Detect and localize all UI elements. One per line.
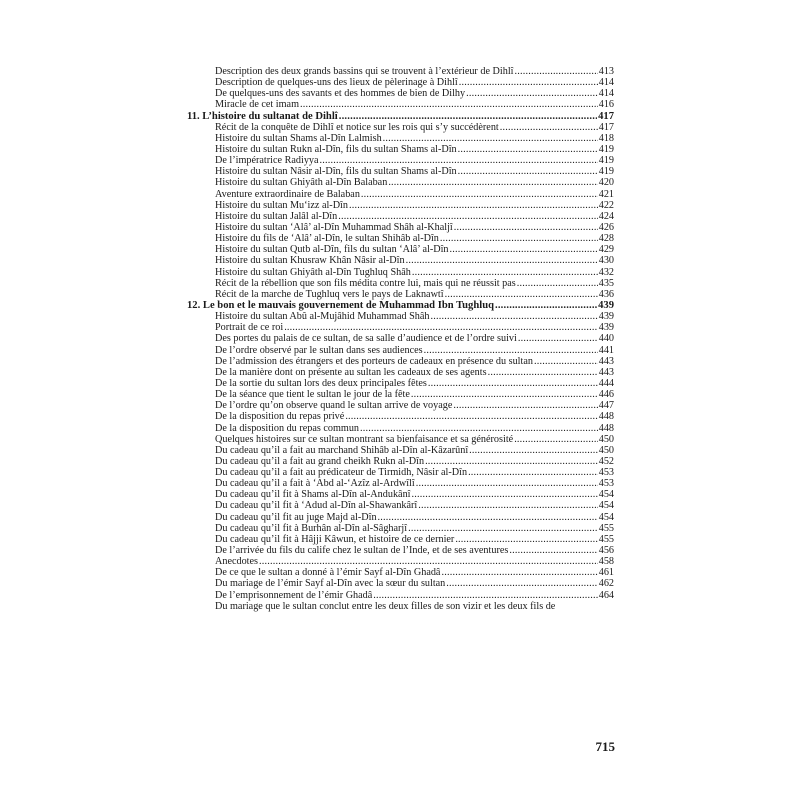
toc-entry-title: De la disposition du repas commun	[215, 422, 360, 434]
dot-leader	[466, 88, 598, 99]
toc-entry-title: Du cadeau qu’il a fait au prédicateur de Tirmidh, Nâsir al-Dîn	[215, 467, 468, 479]
dot-leader	[388, 177, 597, 188]
toc-entry-title: Du cadeau qu’il a fait au grand cheikh Rukn al-Dîn	[215, 455, 425, 467]
toc-entry-page: 426	[598, 221, 614, 233]
dot-leader	[428, 378, 598, 389]
toc-entry-title: Histoire du sultan ‘Alâ’ al-Dîn Muhammad Shâh al-Khaljî	[215, 221, 453, 233]
toc-entry-title: Anecdotes	[215, 556, 258, 568]
dot-leader	[459, 77, 598, 88]
dot-leader	[416, 478, 598, 489]
toc-entry-title: Histoire du sultan Ghiyâth al-Dîn Balaban	[215, 177, 388, 189]
toc-entry-page: 436	[598, 288, 614, 300]
toc-entry-title: Du cadeau qu’il fit à Shams al-Dîn al-Andukânî	[215, 489, 411, 501]
toc-entry-page: 461	[598, 567, 614, 579]
toc-entry-title: Description des deux grands bassins qui se trouvent à l’extérieur de Dihlî	[215, 66, 514, 77]
toc-entry	[187, 356, 614, 367]
toc-entry-page: 430	[598, 255, 614, 267]
toc-entry	[187, 88, 614, 99]
toc-entry-title: Aventure extraordinaire de Balaban	[215, 188, 360, 200]
toc-entry	[187, 578, 614, 589]
dot-leader	[406, 255, 598, 266]
dot-leader	[412, 489, 598, 500]
toc-entry-page: 443	[598, 355, 614, 367]
toc-entry-page: 439	[598, 299, 614, 311]
toc-entry-title: Miracle de cet imam	[215, 99, 300, 111]
toc-entry-page: 416	[598, 99, 614, 111]
dot-leader	[488, 367, 598, 378]
toc-entry-title: Du cadeau qu’il fit à ‘Adud al-Dîn al-Shawankârî	[215, 500, 418, 512]
toc-entry-title: Du cadeau qu’il a fait à ‘Abd al-‘Azîz al-Ardwîlî	[215, 478, 415, 490]
toc-entry	[187, 434, 614, 445]
dot-leader	[345, 411, 597, 422]
toc-entry	[187, 500, 614, 511]
dot-leader	[514, 434, 598, 445]
toc-entry	[187, 333, 614, 344]
toc-entry-page: 456	[598, 545, 614, 557]
toc-entry-page: 435	[598, 277, 614, 289]
toc-entry	[187, 512, 614, 523]
toc-entry-title: De la sortie du sultan lors des deux principales fêtes	[215, 377, 427, 389]
toc-entry-page: 446	[598, 389, 614, 401]
dot-leader	[440, 233, 598, 244]
toc-entry	[187, 200, 614, 211]
dot-leader	[284, 322, 598, 333]
toc-entry-title: De quelques-uns des savants et des hommes de bien de Dilhy	[215, 88, 466, 100]
dot-leader	[495, 300, 597, 311]
toc-entry	[187, 144, 614, 155]
toc-entry-page: 458	[598, 556, 614, 568]
dot-leader	[259, 556, 598, 567]
toc-entry-title: Histoire du sultan Rukn al-Dîn, fils du sultan Shams al-Dîn	[215, 143, 457, 155]
toc-entry-page: 453	[598, 478, 614, 490]
toc-entry	[187, 601, 614, 612]
toc-entry	[187, 66, 614, 77]
toc-entry	[187, 445, 614, 456]
toc-entry-page: 414	[598, 77, 614, 89]
toc-entry-title: Du mariage de l’émir Sayf al-Dîn avec la sœur du sultan	[215, 578, 446, 590]
toc-entry-page: 452	[598, 455, 614, 467]
toc-entry-title: Histoire du sultan Nâsir al-Dîn, fils du sultan Shams al-Dîn	[215, 166, 457, 178]
toc-entry-page: 418	[598, 132, 614, 144]
toc-entry-title: 12. Le bon et le mauvais gouvernement de Muhammad Ibn Tughluq	[187, 299, 494, 311]
toc-entry	[187, 478, 614, 489]
dot-leader	[300, 99, 598, 110]
dot-leader	[424, 345, 598, 356]
dot-leader	[418, 500, 597, 511]
toc-entry-title: Histoire du sultan Khusraw Khân Nâsir al-Dîn	[215, 255, 405, 267]
toc-entry	[187, 166, 614, 177]
toc-entry	[187, 456, 614, 467]
toc-entry	[187, 378, 614, 389]
toc-entry	[187, 133, 614, 144]
toc-entry	[187, 534, 614, 545]
toc-entry-title: De l’impératrice Radiyya	[215, 155, 319, 167]
toc-entry-page: 420	[598, 177, 614, 189]
dot-leader	[441, 567, 597, 578]
dot-leader	[378, 512, 598, 523]
toc-entry	[187, 77, 614, 88]
dot-leader	[468, 467, 598, 478]
dot-leader	[360, 423, 598, 434]
toc-entry-page: 419	[598, 143, 614, 155]
toc-entry	[187, 255, 614, 266]
toc-entry-page: 439	[598, 311, 614, 323]
toc-entry-title: Histoire du sultan Mu‘izz al-Dîn	[215, 199, 348, 211]
toc-entry-page: 419	[598, 166, 614, 178]
toc-entry-title: Quelques histoires sur ce sultan montrant sa bienfaisance et sa générosité	[215, 433, 514, 445]
toc-entry-title: De l’arrivée du fils du calife chez le sultan de l’Inde, et de ses aventures	[215, 545, 509, 557]
toc-entry-page: 424	[598, 210, 614, 222]
page-number: 715	[595, 739, 615, 754]
toc-entry-page: 455	[598, 522, 614, 534]
dot-leader	[361, 189, 598, 200]
toc-entry-title: Du cadeau qu’il fit à Burhân al-Dîn al-Sâgharjî	[215, 522, 408, 534]
toc-entry	[187, 222, 614, 233]
toc-entry-title: Des portes du palais de ce sultan, de sa salle d’audience et de l’ordre suivi	[215, 333, 517, 345]
dot-leader	[469, 445, 598, 456]
toc-entry	[187, 489, 614, 500]
dot-leader	[455, 534, 597, 545]
dot-leader	[320, 155, 598, 166]
toc-entry	[187, 545, 614, 556]
dot-leader	[518, 333, 598, 344]
dot-leader	[373, 590, 597, 601]
toc-entry	[187, 311, 614, 322]
toc-entry	[187, 155, 614, 166]
table-of-contents	[187, 66, 614, 612]
toc-entry	[187, 211, 614, 222]
toc-entry-page: 448	[598, 411, 614, 423]
dot-leader	[412, 267, 598, 278]
toc-entry-title: Portrait de ce roi	[215, 322, 284, 334]
dot-leader	[453, 400, 597, 411]
toc-entry-page: 462	[598, 578, 614, 590]
dot-leader	[517, 278, 598, 289]
dot-leader	[458, 166, 598, 177]
toc-entry	[187, 289, 614, 300]
toc-entry-page: 450	[598, 433, 614, 445]
toc-entry	[187, 367, 614, 378]
toc-entry-title: Histoire du sultan Ghiyâth al-Dîn Tughluq Shâh	[215, 266, 411, 278]
toc-entry-page: 464	[598, 589, 614, 601]
toc-entry	[187, 122, 614, 133]
toc-entry-page: 441	[598, 344, 614, 356]
toc-entry-title: Histoire du sultan Shams al-Dîn Lalmish	[215, 132, 382, 144]
toc-entry-page: 448	[598, 422, 614, 434]
toc-entry	[187, 278, 614, 289]
toc-entry-title: De la disposition du repas privé	[215, 411, 345, 423]
dot-leader	[383, 133, 598, 144]
toc-entry-page: 439	[598, 322, 614, 334]
dot-leader	[454, 222, 598, 233]
toc-entry	[187, 556, 614, 567]
toc-entry-title: Histoire du sultan Qutb al-Dîn, fils du sultan ‘Alâ’ al-Dîn	[215, 244, 449, 256]
toc-entry-page: 429	[598, 244, 614, 256]
toc-entry	[187, 99, 614, 110]
toc-entry-page: 419	[598, 155, 614, 167]
toc-entry-page: 440	[598, 333, 614, 345]
toc-entry-page: 455	[598, 533, 614, 545]
dot-leader	[445, 289, 598, 300]
toc-entry-title: Histoire du fils de ‘Alâ’ al-Dîn, le sultan Shihâb al-Dîn	[215, 233, 439, 245]
toc-entry-title: De l’ordre qu’on observe quand le sultan arrive de voyage	[215, 400, 453, 412]
toc-entry-page: 428	[598, 233, 614, 245]
toc-entry	[187, 411, 614, 422]
toc-entry-title: Du cadeau qu’il fit au juge Majd al-Dîn	[215, 511, 377, 523]
toc-entry-title: Histoire du sultan Jalâl al-Dîn	[215, 210, 338, 222]
toc-entry	[187, 523, 614, 534]
dot-leader	[339, 111, 597, 122]
toc-entry-page: 413	[598, 66, 614, 77]
dot-leader	[514, 66, 597, 77]
toc-entry	[187, 467, 614, 478]
toc-entry	[187, 189, 614, 200]
toc-entry	[187, 244, 614, 255]
toc-entry	[187, 567, 614, 578]
toc-entry-title: De l’admission des étrangers et des porteurs de cadeaux en présence du sultan	[215, 355, 533, 367]
toc-entry-page: 432	[598, 266, 614, 278]
dot-leader	[408, 523, 598, 534]
toc-entry-title: Récit de la conquête de Dihlî et notice sur les rois qui s’y succédèrent	[215, 121, 499, 133]
toc-entry-title: Du cadeau qu’il a fait au marchand Shihâb al-Dîn al-Kâzarûnî	[215, 444, 469, 456]
toc-entry-page: 443	[598, 366, 614, 378]
dot-leader	[430, 311, 597, 322]
dot-leader	[349, 200, 598, 211]
dot-leader	[425, 456, 598, 467]
toc-entry-page: 417	[598, 121, 614, 133]
dot-leader	[411, 389, 598, 400]
toc-entry-title: De l’ordre observé par le sultan dans ses audiences	[215, 344, 423, 356]
toc-entry	[187, 177, 614, 188]
toc-entry	[187, 590, 614, 601]
toc-entry	[187, 423, 614, 434]
toc-entry-title: De ce que le sultan a donné à l’émir Sayf al-Dîn Ghadâ	[215, 567, 441, 579]
toc-chapter-entry	[187, 300, 614, 311]
toc-entry-page: 414	[598, 88, 614, 100]
toc-entry-title: Du cadeau qu’il fit à Hâjji Kâwun, et histoire de ce dernier	[215, 533, 455, 545]
toc-entry-page: 417	[598, 110, 614, 122]
toc-entry	[187, 400, 614, 411]
toc-entry-title: Du mariage que le sultan conclut entre les deux filles de son vizir et les deux fils de	[215, 600, 556, 612]
toc-entry-title: De la séance que tient le sultan le jour de la fête	[215, 389, 410, 401]
toc-entry	[187, 389, 614, 400]
toc-entry-page: 422	[598, 199, 614, 211]
toc-entry	[187, 345, 614, 356]
toc-entry-title: De la manière dont on présente au sultan les cadeaux de ses agents	[215, 366, 487, 378]
toc-entry-page: 421	[598, 188, 614, 200]
dot-leader	[338, 211, 597, 222]
toc-entry-page: 454	[598, 500, 614, 512]
toc-entry-page: 454	[598, 489, 614, 501]
toc-entry-page: 454	[598, 511, 614, 523]
dot-leader	[446, 578, 597, 589]
dot-leader	[534, 356, 598, 367]
toc-entry-page: 447	[598, 400, 614, 412]
toc-chapter-entry	[187, 111, 614, 122]
toc-entry-page: 453	[598, 467, 614, 479]
toc-entry-title: Histoire du sultan Abû al-Mujâhid Muhammad Shâh	[215, 311, 430, 323]
dot-leader	[458, 144, 598, 155]
toc-entry	[187, 267, 614, 278]
toc-entry	[187, 322, 614, 333]
toc-entry	[187, 233, 614, 244]
toc-entry-title: Récit de la marche de Tughluq vers le pays de Laknawtî	[215, 288, 444, 300]
toc-entry-title: 11. L’histoire du sultanat de Dihlî	[187, 110, 338, 122]
toc-entry-page: 444	[598, 377, 614, 389]
toc-entry-title: Description de quelques-uns des lieux de pèlerinage à Dihlî	[215, 77, 458, 89]
toc-entry-page: 450	[598, 444, 614, 456]
dot-leader	[509, 545, 597, 556]
dot-leader	[500, 122, 598, 133]
toc-entry-title: Récit de la rébellion que son fils médita contre lui, mais qui ne réussit pas	[215, 277, 516, 289]
toc-entry-title: De l’emprisonnement de l’émir Ghadâ	[215, 589, 373, 601]
dot-leader	[450, 244, 598, 255]
